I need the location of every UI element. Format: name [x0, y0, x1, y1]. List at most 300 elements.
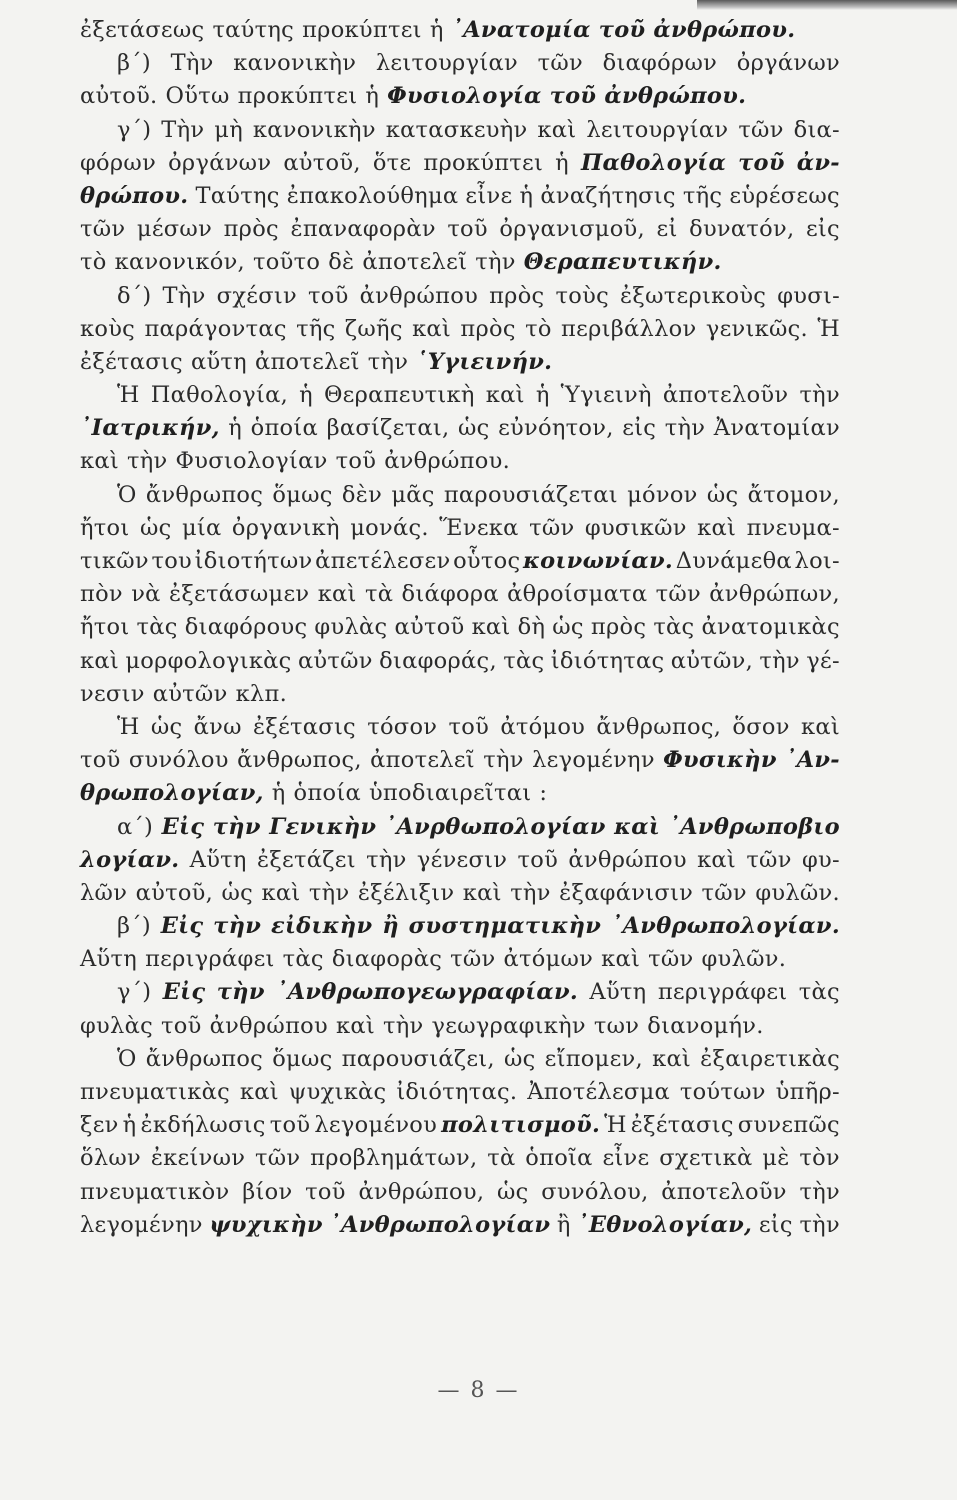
word: προκύπτει [423, 149, 544, 176]
word: αὐτῶν, [670, 647, 754, 674]
word: ἀνθρώπου. [384, 448, 511, 475]
text-line [80, 1209, 840, 1242]
word: Ἡ [817, 315, 840, 342]
word: πρὸς [590, 614, 647, 641]
word: τῶν [80, 216, 126, 243]
word: ὀργάνων [168, 149, 272, 176]
word: τὰς [503, 647, 545, 674]
word: Τὴν [162, 282, 206, 309]
word: τοῦ [517, 846, 559, 873]
word: ἄνθρωπος, [596, 713, 722, 740]
word: ἢ [382, 913, 399, 940]
text-line [80, 147, 840, 180]
word: του [151, 548, 193, 574]
word: τὰς [653, 614, 695, 641]
text-line [80, 412, 840, 445]
text-line [80, 1043, 840, 1076]
word: προκύπτει [237, 83, 358, 110]
word: τὴν [799, 382, 840, 409]
word: καὶ [80, 448, 119, 475]
word: κανονικὴν [233, 50, 357, 77]
word: ἢ [556, 1211, 571, 1238]
word: ἐξέτασις [630, 1112, 734, 1139]
word: τικῶν [80, 548, 149, 574]
text-line [80, 445, 840, 478]
word: ᾿Ανρθωπολογίαν [384, 813, 606, 840]
word: διαφοράς, [379, 647, 497, 674]
word: παρουσιάζεται [443, 481, 618, 508]
word: ὡς [503, 1045, 536, 1072]
word: καὶ [801, 713, 840, 740]
word: τὰς [282, 946, 324, 973]
word: μᾶς [391, 481, 435, 508]
word: ἐξαφάνισιν [559, 879, 694, 906]
text-line [80, 479, 840, 512]
word: ξεν [80, 1112, 119, 1139]
word: πνευμα- [746, 514, 840, 541]
word: ὅμως [272, 481, 333, 508]
text-line [80, 346, 840, 379]
word: ὅμως [272, 1045, 333, 1072]
word: Ἡ [117, 382, 140, 409]
word: διαφόρους [184, 614, 308, 641]
word: τὸν [799, 1145, 840, 1172]
word: ὡς [706, 481, 739, 508]
word: πρὸς [489, 282, 545, 309]
word: εἰ [656, 216, 678, 243]
word: Ἀποτέλεσμα [527, 1079, 670, 1105]
word: ὁποία [250, 415, 319, 442]
word: ὑποδιαιρεῖται [368, 780, 532, 807]
word: δὴ [517, 614, 546, 641]
word: τῶν [655, 581, 701, 608]
word: τοῦ [161, 1012, 202, 1039]
word: καὶ [697, 514, 737, 541]
word: ἐπαναφορὰν [290, 216, 436, 243]
word: ἡ [365, 83, 380, 110]
word: συνεπῶς [737, 1112, 840, 1139]
word: ὡς [552, 614, 584, 641]
word: ἀνθρώπου [209, 1012, 328, 1039]
word: ᾿Ανθρωπογεωγραφίαν. [276, 979, 579, 1006]
word: τόσον [367, 713, 438, 740]
word: ἀνθρώπου. [653, 17, 796, 43]
text-line [80, 313, 840, 346]
word: τὴν [366, 846, 407, 873]
word: τοῦ [269, 1112, 311, 1139]
word: των [593, 1012, 640, 1039]
word: ἐξετάσωμεν [168, 581, 310, 608]
word: ἡ [122, 1112, 137, 1139]
word: πρὸς [223, 216, 279, 243]
word: ἀνατομικὰς [701, 614, 840, 641]
word: ἡ [555, 149, 569, 176]
word: ᾿Ανατομία [451, 17, 591, 43]
scan-edge-shadow [697, 0, 957, 10]
text-line [80, 744, 840, 777]
word: πολιτισμοῦ. [441, 1112, 601, 1139]
word: ἀθροίσματα [507, 581, 648, 608]
word: ἐπακολούθημα [286, 182, 459, 209]
word: καὶ [697, 846, 737, 873]
word: καὶ [412, 315, 452, 342]
word: ἀνθρώπου [568, 846, 687, 873]
word: Θεραπευτικὴ [323, 382, 475, 409]
word: ᾿Ανθρωπολογίαν [329, 1211, 551, 1238]
word: ὁποῖα [525, 1145, 593, 1172]
word: φυλῶν. [755, 879, 840, 906]
word: τοῦ [305, 1178, 346, 1205]
word: καὶ [80, 647, 119, 674]
word: παράγοντας [144, 315, 287, 342]
word: οὗτος [453, 548, 521, 574]
word: ἡ [228, 415, 243, 442]
word: μορφολογικὰς [125, 647, 292, 674]
word: βίον [242, 1178, 293, 1205]
word: Ὁ [117, 1045, 137, 1072]
word: ἡ [535, 382, 550, 409]
word: νὰ [131, 581, 161, 608]
word: Ὑγιεινὴ [560, 382, 652, 409]
text-line [80, 1010, 840, 1043]
word: κοινωνίαν. [523, 548, 674, 574]
word: τὸ [80, 249, 107, 276]
word: τὰ [487, 1145, 516, 1172]
word: δυνατόν, [689, 216, 795, 243]
word: τὰς [798, 979, 840, 1006]
word: ἀνθρώπων, [709, 581, 840, 608]
word: ἀποτελεῖ [254, 348, 360, 375]
word: τὴν [382, 1012, 424, 1039]
word: τοῦ [335, 448, 377, 475]
word: ἄνθρωπος [145, 1045, 264, 1072]
word: τὴν [126, 448, 168, 475]
word: περιγράφει [657, 979, 788, 1006]
word: ῾Υγιεινήν. [416, 348, 553, 375]
word: ἰδιότητας. [396, 1079, 518, 1105]
word: Εἰς [161, 813, 205, 840]
word: τῶν [701, 879, 747, 906]
word: ἀποτελεῖ [362, 249, 468, 276]
word: μία [181, 514, 222, 541]
word: γ΄) [117, 979, 152, 1006]
word: ζωῆς [344, 315, 403, 342]
word: συνόλου [128, 747, 229, 774]
word: εἰς [622, 415, 657, 442]
word: τὴν [213, 913, 262, 940]
word: εὐνόητον, [498, 415, 614, 442]
word: διάφορα [401, 581, 499, 608]
word: Εἰς [162, 979, 206, 1006]
word: λῶν [80, 879, 128, 906]
word: γένεσιν [416, 846, 508, 873]
word: ἀποτελοῦν [662, 382, 789, 409]
word: πρὸς [460, 315, 516, 342]
word: μόνον [627, 481, 698, 508]
word: ἀνθρώπου. [604, 83, 747, 110]
word: γενικῶς. [705, 315, 809, 342]
text-line [80, 180, 840, 213]
word: φυσικῶν [584, 514, 687, 541]
word: φυλὰς [80, 1012, 153, 1039]
text-line [80, 844, 840, 877]
word: ὡς [457, 415, 490, 442]
word: τὴν [664, 415, 706, 442]
word: κοὺς [80, 315, 136, 342]
text-line [80, 1109, 840, 1142]
text-line [80, 246, 840, 279]
word: τῆς [682, 182, 723, 209]
word: τοῦ [448, 713, 490, 740]
word: τὸ [525, 315, 552, 342]
word: ἐξετάσεως [80, 17, 205, 43]
word: Τὴν [170, 50, 214, 77]
word: κλπ. [235, 680, 288, 707]
word: συνόλου, [541, 1178, 649, 1205]
word: β΄) [117, 913, 151, 940]
word: λεγομένου [314, 1112, 438, 1139]
word: Ἡ [117, 713, 140, 740]
word: σχετικὰ [659, 1145, 753, 1172]
word: Φυσιολογία [387, 83, 542, 110]
text-line [80, 811, 840, 844]
word: καὶ [462, 879, 502, 906]
word: τῶν [537, 50, 583, 77]
word: νεσιν [80, 680, 145, 707]
word: τῶν [746, 846, 792, 873]
word: αὐτοῦ. [80, 83, 158, 110]
word: ἐκείνων [150, 1145, 246, 1172]
word: ἀποτελεῖ [370, 747, 475, 774]
word: μὴ [214, 116, 243, 143]
word: φόρων [80, 149, 157, 176]
word: ἐξετάζει [256, 846, 356, 873]
word: παρουσιάζει, [341, 1045, 495, 1072]
word: ἤτοι [80, 514, 130, 541]
page-number: — 8 — [437, 1378, 520, 1403]
text-line [80, 976, 840, 1009]
word: τὴν [367, 348, 409, 375]
word: ψυχικὰς [288, 1079, 387, 1105]
word: Ἡ [604, 1112, 627, 1139]
word: ᾿Ανθρωποβιο [668, 813, 840, 840]
word: ὅτε [372, 149, 412, 176]
word: ἡ [271, 780, 286, 807]
word: ἐξαιρετικὰς [700, 1045, 840, 1072]
word: βασίζεται, [326, 415, 450, 442]
text-line [80, 545, 840, 578]
word: Παθολογία [580, 149, 727, 176]
word: φυλῶν. [701, 946, 787, 973]
word: ἄτομον, [747, 481, 840, 508]
word: ἀπετέλεσεν [315, 548, 451, 574]
word: θρωπολογίαν, [80, 780, 264, 807]
word: ἀν- [796, 149, 840, 176]
word: εὑρέσεως [729, 182, 840, 209]
text-line [80, 877, 840, 910]
word: μέσων [136, 216, 213, 243]
word: τῶν [738, 116, 784, 143]
word: τοῦ [738, 149, 785, 176]
word: εἴπομεν, [544, 1045, 643, 1072]
word: ἐξέλιξιν [357, 879, 455, 906]
word: λεγομένην [80, 1211, 203, 1238]
word: Φυσιολογίαν [175, 448, 328, 475]
word: Αὕτη [189, 846, 247, 873]
word: προκύπτει [302, 17, 422, 43]
word: κανονικὴν [252, 116, 376, 143]
word: ἐκδήλωσις [140, 1112, 266, 1139]
text-line [80, 114, 840, 147]
word: τὴν [483, 747, 524, 774]
word: πνευματικὰς [80, 1079, 231, 1105]
word: πνευματικὸν [80, 1178, 230, 1205]
word: ἀναζήτησις [540, 182, 676, 209]
word: β΄) [117, 50, 151, 77]
word: ἀνθρώπου, [358, 1178, 485, 1205]
word: λογίαν. [80, 846, 180, 873]
word: Φυσικὴν [663, 747, 777, 774]
word: ὅλων [80, 1145, 142, 1172]
word: ὅσον [732, 713, 790, 740]
word: καὶ [485, 382, 525, 409]
text-line [80, 910, 840, 943]
word: συστηματικὴν [408, 913, 602, 940]
word: Γενικὴν [269, 813, 377, 840]
word: τοῦ [308, 282, 349, 309]
text-line [80, 711, 840, 744]
text-line [80, 1142, 840, 1175]
word: καὶ [601, 946, 641, 973]
word: καὶ [317, 581, 357, 608]
word: ἰδιοτήτων [194, 548, 313, 574]
word: τοῦτο [253, 249, 321, 276]
word: ἄνω [193, 713, 242, 740]
word: διαφορὰς [331, 946, 443, 973]
word: ὡς [139, 514, 172, 541]
word: αὐτῶν [152, 680, 228, 707]
word: ἀνθρώπου [359, 282, 479, 309]
word: ἀποτελοῦν [661, 1178, 787, 1205]
word: πὸν [80, 581, 123, 608]
word: γεωγραφικὴν [431, 1012, 586, 1039]
word: ἤτοι [80, 614, 130, 641]
word: δὲν [341, 481, 383, 508]
text-line [80, 47, 840, 80]
word: διαφόρων [602, 50, 718, 77]
word: τῆς [296, 315, 336, 342]
word: Τὴν [161, 116, 205, 143]
word: ἡ [299, 382, 313, 409]
word: κατασκευὴν [385, 116, 528, 143]
word: καὶ [261, 879, 301, 906]
word: τὴν [759, 647, 800, 674]
text-line [80, 678, 840, 711]
word: δ΄) [117, 282, 152, 309]
word: Ἀνατομίαν [713, 415, 840, 442]
word: ἄνθρωπος [145, 481, 264, 508]
word: τῶν [255, 1145, 301, 1172]
word: γ΄) [117, 116, 152, 143]
word: μονάς. [350, 514, 429, 541]
word: καὶ [537, 116, 577, 143]
word: ἡ [429, 17, 444, 43]
word: τὴν [510, 879, 551, 906]
word: αὐτοῦ [394, 614, 465, 641]
word: δια- [793, 116, 840, 143]
word: τὴν [212, 813, 261, 840]
word: ἐξέτασις [253, 713, 356, 740]
word: Θεραπευτικήν. [523, 249, 722, 276]
word: τὴν [216, 979, 265, 1006]
text-line [80, 1076, 840, 1109]
text-line [80, 777, 840, 810]
word: τοῦ [447, 216, 488, 243]
word: ἡ [519, 182, 534, 209]
word: ᾿Εθνολογίαν, [577, 1211, 753, 1238]
word: ὡς [497, 1178, 529, 1205]
word: θρώπου. [80, 182, 189, 209]
word: Δυνάμεθα [675, 548, 792, 574]
word: καὶ [335, 1012, 375, 1039]
word: ἐξωτερικοὺς [620, 282, 767, 309]
word: αὐτοῦ, [283, 149, 361, 176]
text-line [80, 379, 840, 412]
word: εἰδικὴν [270, 913, 373, 940]
word: εἶνε [465, 182, 513, 209]
word: τούτων [679, 1079, 766, 1105]
word: ἄνθρωπος, [237, 747, 362, 774]
word: κανονικόν, [114, 249, 246, 276]
word: αὐτῶν [297, 647, 373, 674]
word: τοῦ [80, 747, 121, 774]
word: εἶνε [602, 1145, 650, 1172]
word: τοῦ [598, 17, 646, 43]
word: περιγράφει [145, 946, 275, 973]
word: ὡς [150, 713, 183, 740]
word: φυλὰς [314, 614, 388, 641]
word: καὶ [614, 813, 661, 840]
word: τῶν [450, 946, 496, 973]
word: λειτουργίαν [586, 116, 729, 143]
word: λεγομένην [532, 747, 655, 774]
text-line [80, 943, 840, 976]
text-line [80, 1176, 840, 1209]
word: λειτουργίαν [375, 50, 518, 77]
word: εἰς [805, 216, 840, 243]
word: σχέσιν [216, 282, 297, 309]
document-page-body [80, 14, 840, 1242]
word: φυ- [801, 846, 840, 873]
word: ψυχικὴν [209, 1211, 323, 1238]
text-line [80, 512, 840, 545]
text-line [80, 213, 840, 246]
word: ᾿Ιατρικήν, [80, 415, 220, 442]
word: ὀργανικὴ [231, 514, 340, 541]
word: εἰς [758, 1211, 793, 1238]
word: Ὁ [117, 481, 137, 508]
word: τὴν [799, 1178, 840, 1205]
word: προβλημάτων, [310, 1145, 478, 1172]
word: μὲ [762, 1145, 790, 1172]
word: γέ- [806, 647, 840, 674]
word: ἀτόμων [503, 946, 594, 973]
text-line [80, 14, 840, 47]
word: τὴν [799, 1211, 840, 1238]
word: ταύτης [212, 17, 295, 43]
word: ἀτόμου [500, 713, 586, 740]
word: ὡς [221, 879, 254, 906]
